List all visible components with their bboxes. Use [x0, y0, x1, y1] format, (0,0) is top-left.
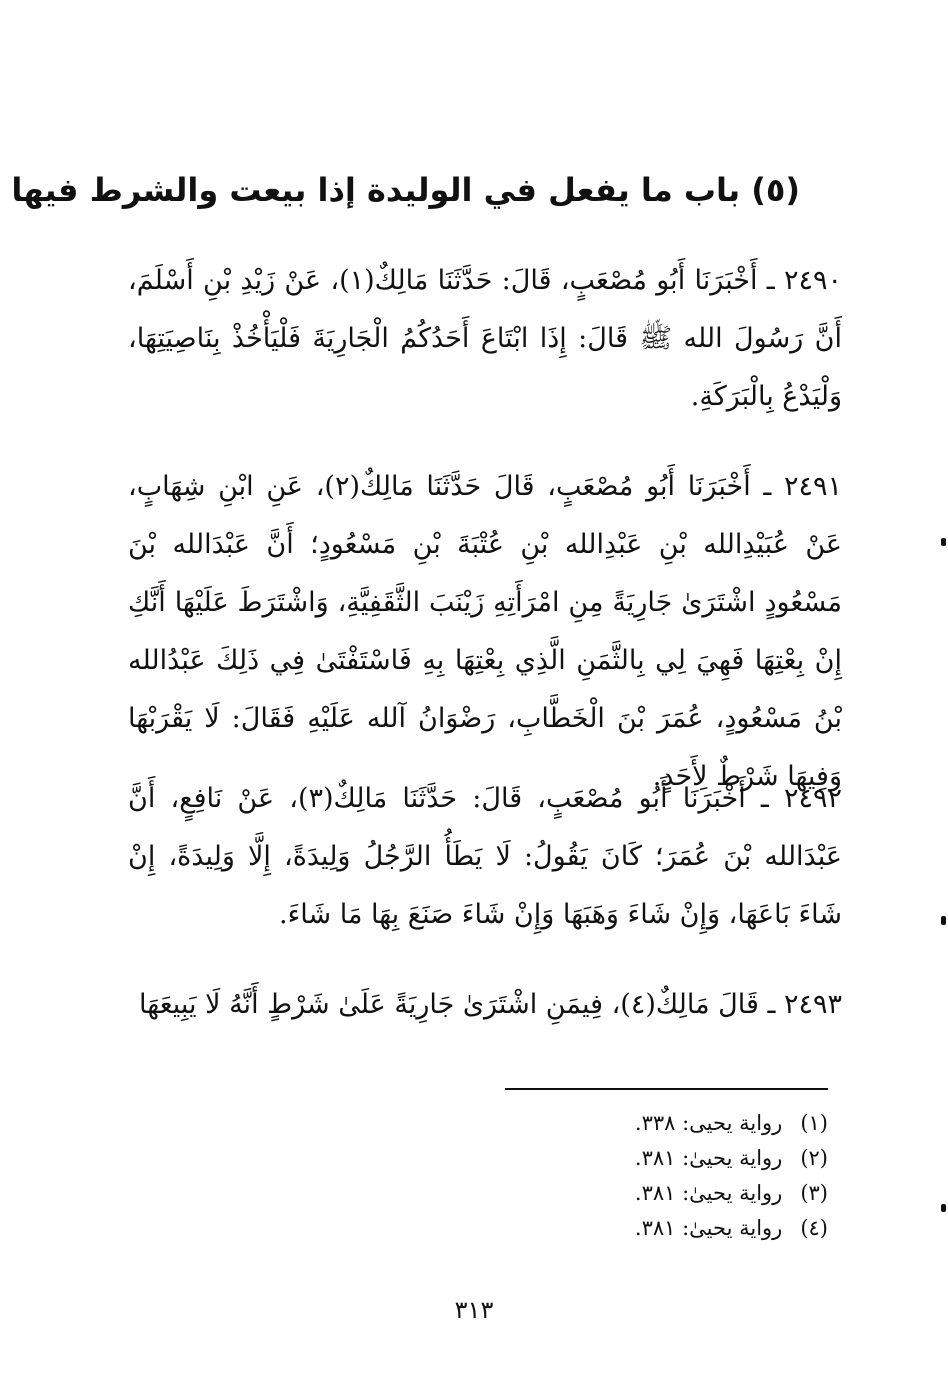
hadith-text: ـ قَالَ مَالِكٌ(٤)، فِيمَنِ اشْتَرَىٰ جَارِيَةً عَلَىٰ شَرْطٍ أَنَّهُ لَا يَبِيعَهَا — [139, 989, 784, 1020]
scan-edge-mark — [941, 1204, 946, 1212]
scan-edge-mark — [941, 916, 946, 925]
footnote-text: رواية يحيىٰ: ٣٨١. — [634, 1181, 783, 1205]
scan-edge-mark — [941, 538, 946, 546]
footnote-number: (١) — [800, 1111, 828, 1135]
hadith-number: ٢٤٩٢ — [783, 783, 842, 814]
footnote-item — [480, 1176, 828, 1211]
hadith-paragraph-2493 — [128, 976, 842, 1034]
chapter-heading: (٥) باب ما يفعل في الوليدة إذا بيعت والشرط فيها — [11, 171, 800, 209]
footnote-number: (٢) — [800, 1146, 828, 1170]
footnotes — [480, 1106, 828, 1246]
footnote-item — [480, 1106, 828, 1141]
hadith-number: ٢٤٩٣ — [783, 989, 842, 1020]
footnote-text: رواية يحيى: ٣٣٨. — [634, 1111, 783, 1135]
footnote-text: رواية يحيىٰ: ٣٨١. — [634, 1216, 783, 1240]
footnote-item — [480, 1141, 828, 1176]
hadith-text: ـ أَخْبَرَنَا أَبُو مُصْعَبٍ، قَالَ حَدَّثَنَا مَالِكٌ(٢)، عَنِ ابْنِ شِهَابٍ، عَنْ عُبَيْدِالله بْنِ عَبْدِالله بْنِ عُتْبَةَ بْنِ مَسْعُودٍ؛ أَنَّ عَبْدَالله بْنَ مَسْعُودٍ اشْتَرَىٰ جَارِيَةً مِنِ امْرَأَتِهِ زَيْنَبَ الثَّقَفِيَّةِ، وَاشْتَرَطَ عَلَيْهَا أَنَّكِ إِنْ بِعْتِهَا فَهِيَ لِي بِالثَّمَنِ الَّذِي بِعْتِهَا بِهِ فَاسْتَفْتَىٰ فِي ذَلِكَ عَبْدُالله بْنُ مَسْعُودٍ، عُمَرَ بْنَ الْخَطَّابِ، رَضْوَانُ آلله عَلَيْهِ فَقَالَ: لَا يَقْرَبْهَا وَفِيهَا شَرْطٌ لِأَحَدٍ. — [128, 471, 842, 792]
footnote-item — [480, 1211, 828, 1246]
hadith-paragraph-2490 — [128, 252, 842, 426]
hadith-text: ـ أَخْبَرَنَا أَبُو مُصْعَبٍ، قَالَ: حَدَّثَنَا مَالِكٌ(١)، عَنْ زَيْدِ بْنِ أَسْلَمَ، أَنَّ رَسُولَ الله ﷺ قَالَ: إِذَا ابْتَاعَ أَحَدُكُمُ الْجَارِيَةَ فَلْيَأْخُذْ بِنَاصِيَتِهَا، وَلْيَدْعُ بِالْبَرَكَةِ. — [128, 265, 842, 412]
hadith-number: ٢٤٩٠ — [783, 265, 842, 296]
hadith-number: ٢٤٩١ — [784, 471, 843, 502]
hadith-paragraph-2492 — [128, 770, 842, 944]
footnote-separator — [505, 1088, 828, 1090]
hadith-text: ـ أَخْبَرَنَا أَبُو مُصْعَبٍ، قَالَ: حَدَّثَنَا مَالِكٌ(٣)، عَنْ نَافِعٍ، أَنَّ عَبْدَالله بْنَ عُمَرَ؛ كَانَ يَقُولُ: لَا يَطَأُ الرَّجُلُ وَلِيدَةً، إِلَّا وَلِيدَةً، إِنْ شَاءَ بَاعَهَا، وَإِنْ شَاءَ وَهَبَهَا وَإِنْ شَاءَ صَنَعَ بِهَا مَا شَاءَ. — [128, 783, 842, 930]
footnote-number: (٣) — [800, 1181, 828, 1205]
footnote-number: (٤) — [800, 1216, 828, 1240]
footnote-text: رواية يحيىٰ: ٣٨١. — [634, 1146, 783, 1170]
page-number: ٣١٣ — [454, 1296, 494, 1324]
hadith-paragraph-2491 — [128, 458, 842, 806]
